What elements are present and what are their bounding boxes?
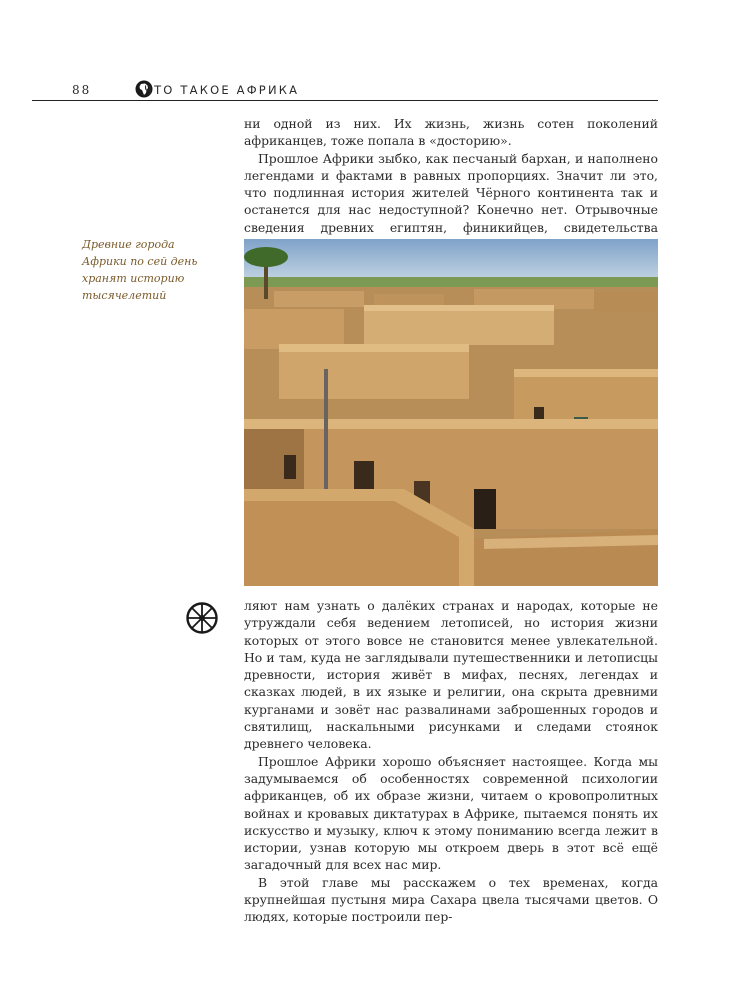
page-header: [32, 80, 658, 100]
paragraph: В этой главе мы расскажем о тех временах, когда крупнейшая пустыня мира Сахара цвела тысячами цветов. О людях, которые построили пер-: [244, 874, 658, 925]
photo-caption: Древние города Африки по сей день хранят историю тысячелетий: [82, 238, 198, 302]
paragraph: Прошлое Африки хорошо объясняет настоящее. Когда мы задумываемся об особенностях современной психологии африканцев, об их образе жизни, читаем о кровопролитных войнах и кровавых диктатурах в Африке, пытаемся понять их искусство и музыку, ключ к этому пониманию всегда лежит в истории, узнав которую мы откроем дверь в этот всё ещё загадочный для всех нас мир.: [244, 753, 658, 873]
mud-city-photo: [244, 239, 658, 586]
paragraph: ляют нам узнать о далёких странах и народах, которые не утруждали себя ведением летописей, но история жизни которых от этого вовсе не становится менее увлекательной. Но и там, куда не заглядывали путешественники и летописцы древности, история живёт в мифах, песнях, легендах и сказках людей, в их языке и религии, она скрыта древними курганами и зовёт нас развалинами заброшенных городов и святилищ, наскальными рисунками и следами стоянок древнего человека.: [244, 598, 658, 752]
page-number: 88: [72, 83, 92, 97]
running-title: ЧТО ТАКОЕ АФРИКА: [144, 83, 300, 97]
body-text-bottom: [244, 597, 658, 926]
paragraph: Прошлое Африки зыбко, как песчаный бархан, и наполнено легендами и фактами в равных пропорциях. Значит ли это, что подлинная история жителей Чёрного континента так и останется для нас недоступной? Конечно нет. Отрывочные сведения древних египтян, финикийцев, свидетельства: [244, 150, 658, 235]
header-rule: [32, 100, 658, 101]
paragraph: ни одной из них. Их жизнь, жизнь сотен поколений африканцев, тоже попала в «досторию».: [244, 116, 658, 149]
wheel-icon: [186, 602, 218, 634]
